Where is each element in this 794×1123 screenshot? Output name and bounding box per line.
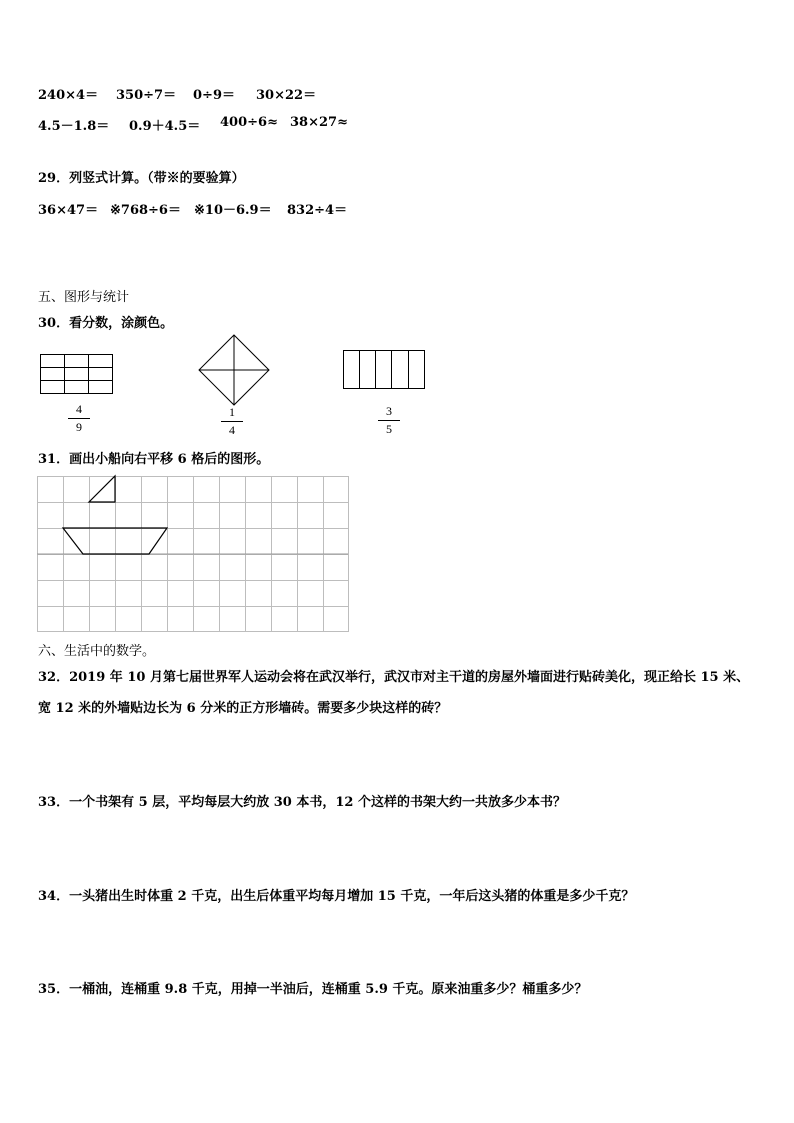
boat-grid[interactable] [37, 476, 349, 632]
section-heading: 六、生活中的数学。 [38, 644, 156, 659]
fraction-bar [378, 420, 400, 421]
fraction-denominator: 5 [386, 422, 392, 436]
fraction-label [374, 404, 404, 437]
question-32-line1: 32．2019 年 10 月第七届世界军人运动会将在武汉举行，武汉市对主干道的房屋外墙面进行贴砖美化，现正给长 15 米、 [38, 670, 750, 685]
fraction-label [217, 405, 247, 438]
grid-rectangle-figure[interactable] [40, 354, 114, 394]
fraction-numerator: 1 [229, 405, 235, 419]
vertical-calc-item: ※10－6.9＝ [194, 203, 272, 218]
calc-item: 4.5－1.8＝ [38, 119, 110, 134]
boat-sail [89, 476, 115, 502]
fraction-bar [221, 421, 243, 422]
fraction-denominator: 4 [229, 423, 235, 437]
fraction-denominator: 9 [76, 420, 82, 434]
question-33: 33．一个书架有 5 层，平均每层大约放 30 本书，12 个这样的书架大约一共放多少本书？ [38, 795, 566, 810]
calc-item: 350÷7＝ [116, 88, 177, 103]
question-35: 35．一桶油，连桶重 9.8 千克，用掉一半油后，连桶重 5.9 千克。原来油重多少？桶重多少？ [38, 982, 588, 997]
vertical-calc-item: 832÷4＝ [287, 203, 348, 218]
diamond-figure[interactable] [198, 334, 272, 408]
fraction-bar [68, 418, 90, 419]
fraction-numerator: 4 [76, 402, 82, 416]
vertical-calc-item: 36×47＝ [38, 203, 99, 218]
calc-item: 0.9＋4.5＝ [129, 119, 201, 134]
calc-item: 400÷6≈ [220, 115, 278, 130]
vertical-calc-item: ※768÷6＝ [110, 203, 181, 218]
section-heading: 五、图形与统计 [38, 290, 130, 305]
question-29-title: 29．列竖式计算。（带※的要验算） [38, 171, 245, 186]
question-31-title: 31．画出小船向右平移 6 格后的图形。 [38, 452, 270, 467]
calc-item: 0÷9＝ [193, 88, 235, 103]
fraction-label [64, 402, 94, 435]
question-34: 34．一头猪出生时体重 2 千克，出生后体重平均每月增加 15 千克，一年后这头猪的体重是多少千克？ [38, 889, 635, 904]
fraction-numerator: 3 [386, 404, 392, 418]
calc-item: 240×4＝ [38, 88, 99, 103]
calc-item: 38×27≈ [290, 115, 348, 130]
striped-rectangle-figure[interactable] [343, 350, 427, 390]
calc-item: 30×22＝ [256, 88, 317, 103]
question-32-line2: 宽 12 米的外墙贴边长为 6 分米的正方形墙砖。需要多少块这样的砖？ [38, 701, 448, 716]
question-30-title: 30．看分数，涂颜色。 [38, 316, 174, 331]
